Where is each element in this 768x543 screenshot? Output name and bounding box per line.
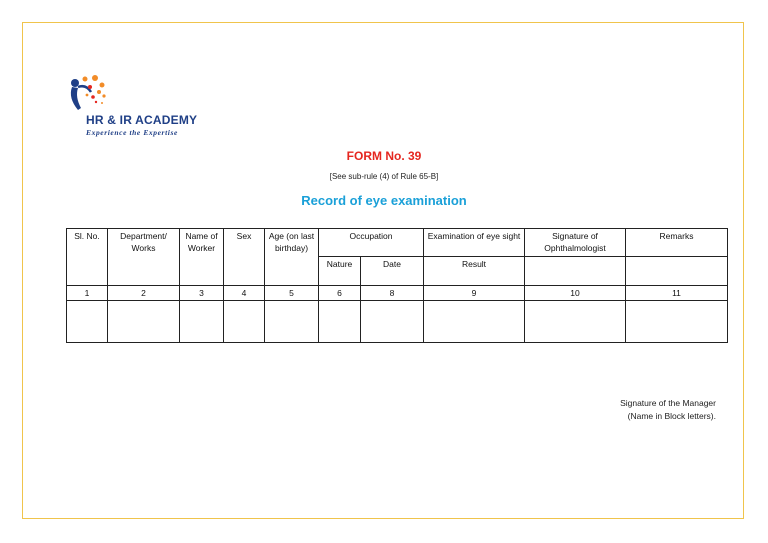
header-nature: Nature: [319, 257, 361, 286]
column-number: 2: [108, 286, 180, 301]
header-signature: Signature of Ophthalmologist: [525, 229, 626, 257]
header-remarks: Remarks: [626, 229, 728, 257]
entry-cell: [424, 301, 525, 343]
column-number: 1: [67, 286, 108, 301]
header-remarks-blank: [626, 257, 728, 286]
header-age: Age (on last birthday): [265, 229, 319, 286]
header-sex: Sex: [224, 229, 265, 286]
header-department: Department/ Works: [108, 229, 180, 286]
header-sl-no: Sl. No.: [67, 229, 108, 286]
entry-cell: [67, 301, 108, 343]
column-number: 3: [180, 286, 224, 301]
column-number: 6: [319, 286, 361, 301]
column-number: 5: [265, 286, 319, 301]
column-number: 11: [626, 286, 728, 301]
entry-cell: [525, 301, 626, 343]
entry-cell: [108, 301, 180, 343]
column-number-row: [67, 286, 728, 301]
manager-name-label: (Name in Block letters).: [627, 411, 716, 421]
column-number: 8: [361, 286, 424, 301]
eye-examination-table: [66, 228, 728, 343]
sub-rule-reference: [See sub-rule (4) of Rule 65-B]: [329, 172, 439, 181]
entry-cell: [224, 301, 265, 343]
header-date: Date: [361, 257, 424, 286]
column-number: 10: [525, 286, 626, 301]
entry-cell: [319, 301, 361, 343]
logo-tagline: Experience the Expertise: [86, 128, 178, 137]
document-title: Record of eye examination: [301, 193, 467, 208]
manager-signature-label: Signature of the Manager: [620, 398, 716, 408]
header-row: [67, 229, 728, 257]
column-number: 9: [424, 286, 525, 301]
column-number: 4: [224, 286, 265, 301]
form-number: FORM No. 39: [346, 149, 422, 163]
entry-cell: [265, 301, 319, 343]
logo-name: HR & IR ACADEMY: [86, 113, 198, 127]
entry-cell: [626, 301, 728, 343]
header-examination: Examination of eye sight: [424, 229, 525, 257]
academy-logo: [66, 70, 211, 140]
entry-cell: [361, 301, 424, 343]
entry-cell: [180, 301, 224, 343]
header-signature-blank: [525, 257, 626, 286]
header-occupation: Occupation: [319, 229, 424, 257]
header-name-of-worker: Name of Worker: [180, 229, 224, 286]
signature-block: [620, 397, 716, 423]
entry-row: [67, 301, 728, 343]
header-result: Result: [424, 257, 525, 286]
